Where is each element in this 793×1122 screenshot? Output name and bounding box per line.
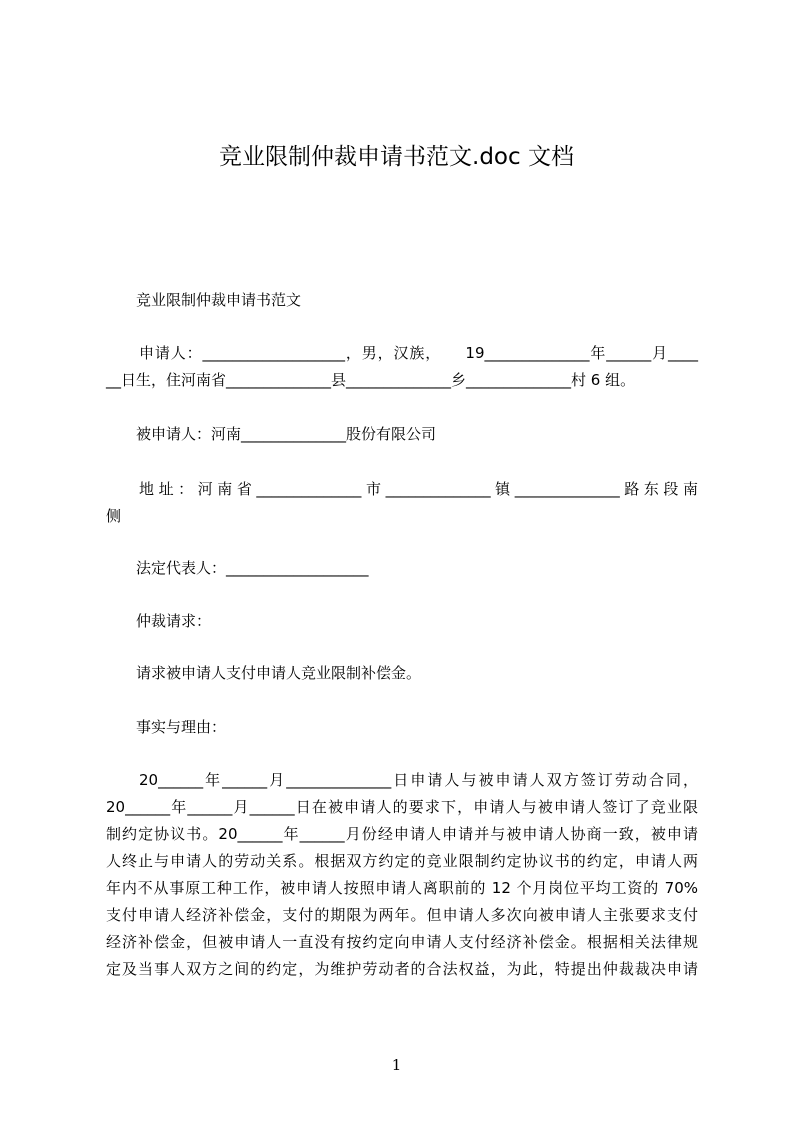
- applicant-line-2: __日生，住河南省______________县______________乡______________村 6 组。: [106, 371, 636, 389]
- claim-item: 请求被申请人支付申请人竞业限制补偿金。: [136, 664, 422, 682]
- claims-label: 仲裁请求：: [136, 612, 212, 630]
- document-title: 竞业限制仲裁申请书范文.doc 文档: [219, 144, 574, 170]
- facts-label: 事实与理由：: [136, 718, 227, 736]
- address-line-1: 地址：河南省______________市______________镇______________路东段南: [139, 480, 698, 498]
- facts-line: 经济补偿金，但被申请人一直没有按约定向申请人支付经济补偿金。根据相关法律规: [106, 933, 698, 951]
- document-heading: 竞业限制仲裁申请书范文: [136, 291, 302, 309]
- facts-line: 支付申请人经济补偿金，支付的期限为两年。但申请人多次向被申请人主张要求支付: [106, 906, 698, 924]
- facts-line: 定及当事人双方之间的约定，为维护劳动者的合法权益，为此，特提出仲裁裁决申请: [106, 960, 698, 978]
- facts-line: 年内不从事原工种工作，被申请人按照申请人离职前的 12 个月岗位平均工资的 70%: [106, 879, 698, 897]
- facts-line: 20______年______月______________日申请人与被申请人双方签订劳动合同，: [139, 771, 698, 789]
- legal-representative-line: 法定代表人：___________________: [136, 559, 369, 577]
- facts-line: 20______年______月______日在被申请人的要求下，申请人与被申请人签订了竞业限: [106, 798, 698, 816]
- facts-line: 制约定协议书。20______年______月份经申请人申请并与被申请人协商一致，被申请: [106, 825, 698, 843]
- address-line-2: 侧: [106, 507, 122, 525]
- respondent-line: 被申请人：河南______________股份有限公司: [136, 425, 437, 443]
- facts-line: 人终止与申请人的劳动关系。根据双方约定的竞业限制约定协议书的约定，申请人两: [106, 852, 698, 870]
- applicant-line-1: 申请人：___________________，男，汉族， 19______________年______月____: [139, 344, 698, 362]
- page-number: 1: [391, 1056, 402, 1074]
